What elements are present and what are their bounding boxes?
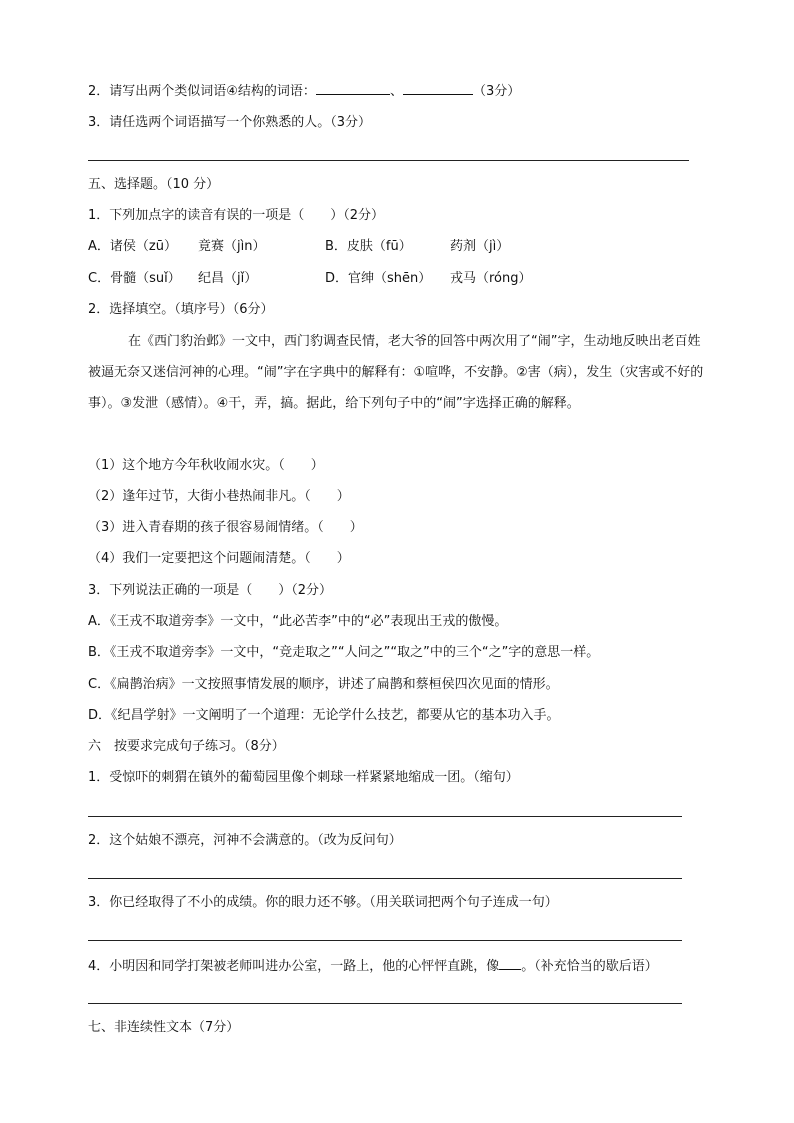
question-6-4 xyxy=(88,957,658,976)
choice-b-2: 药剂（jì） xyxy=(450,239,510,254)
choice-d-2: 戎马（róng） xyxy=(450,271,532,286)
answer-line[interactable] xyxy=(88,816,682,817)
answer-line[interactable] xyxy=(88,940,682,941)
question-5-2: 2．选择填空。（填序号）（6分） xyxy=(88,302,274,317)
answer-blank[interactable] xyxy=(403,82,473,95)
choice-a-2: 竟赛（jìn） xyxy=(198,239,266,254)
choice-c-2: 纪昌（jǐ） xyxy=(198,271,258,286)
choice-d-1: D．官绅（shēn） xyxy=(325,271,432,286)
question-5-2-3: （3）进入青春期的孩子很容易闹情绪。（ ） xyxy=(88,520,363,535)
question-5-1: 1．下列加点字的读音有误的一项是（ ）（2分） xyxy=(88,208,385,223)
choice-c-1: C．骨髓（suǐ） xyxy=(88,271,181,286)
option-d: D．《纪昌学射》一文阐明了一个道理：无论学什么技艺，都要从它的基本功入手。 xyxy=(88,708,560,723)
question-4-2 xyxy=(88,82,520,101)
answer-line[interactable] xyxy=(88,878,682,879)
answer-blank[interactable] xyxy=(499,957,521,970)
answer-line[interactable] xyxy=(88,160,689,161)
question-text: 4．小明因和同学打架被老师叫进办公室，一路上，他的心怦怦直跳，像 xyxy=(88,959,500,974)
option-b: B．《王戎不取道旁李》一文中，“竞走取之”“人问之”“取之”中的三个“之”字的意思一样。 xyxy=(88,645,600,660)
question-text: 2．请写出两个类似词语④结构的词语： xyxy=(88,84,316,99)
question-5-3: 3．下列说法正确的一项是（ ）（2分） xyxy=(88,583,333,598)
choice-a-1: A．诸侯（zū） xyxy=(88,239,177,254)
question-6-2: 2．这个姑娘不漂亮，河神不会满意的。（改为反问句） xyxy=(88,833,402,848)
answer-line[interactable] xyxy=(88,1003,682,1004)
answer-blank[interactable] xyxy=(316,82,390,95)
option-a: A．《王戎不取道旁李》一文中，“此必苦李”中的“必”表现出王戎的傲慢。 xyxy=(88,614,508,629)
section-6-title: 六 按要求完成句子练习。（8分） xyxy=(88,739,285,754)
question-5-2-2: （2）逢年过节，大街小巷热闹非凡。（ ） xyxy=(88,489,350,504)
section-7-title: 七、非连续性文本（7分） xyxy=(88,1020,240,1035)
question-5-2-4: （4）我们一定要把这个问题闹清楚。（ ） xyxy=(88,551,350,566)
question-4-3: 3．请任选两个词语描写一个你熟悉的人。（3分） xyxy=(88,115,372,130)
option-c: C．《扁鹊治病》一文按照事情发展的顺序，讲述了扁鹊和蔡桓侯四次见面的情形。 xyxy=(88,677,559,692)
choice-b-1: B．皮肤（fū） xyxy=(325,239,412,254)
question-6-3: 3．你已经取得了不小的成绩。你的眼力还不够。（用关联词把两个句子连成一句） xyxy=(88,895,558,910)
passage-paragraph xyxy=(88,326,704,419)
question-5-2-1: （1）这个地方今年秋收闹水灾。（ ） xyxy=(88,458,324,473)
section-5-title: 五、选择题。（10 分） xyxy=(88,177,220,192)
separator: 、 xyxy=(389,84,403,99)
passage-text: 在《西门豹治邺》一文中，西门豹调查民情，老大爷的回答中两次用了“闹”字，生动地反映出老百姓被逼无奈又迷信河神的心理。“闹”字在字典中的解释有：①喧哗，不安静。②害（病），发生（灾害或不好的事）。③发泄（感情）。④干，弄，搞。据此，给下列句子中的“闹”字选择正确的解释。 xyxy=(88,334,704,411)
question-text-end: 。（补充恰当的歇后语） xyxy=(521,959,658,974)
question-6-1: 1．受惊吓的刺猬在镇外的葡萄园里像个刺球一样紧紧地缩成一团。（缩句） xyxy=(88,770,519,785)
points: （3分） xyxy=(472,84,521,99)
